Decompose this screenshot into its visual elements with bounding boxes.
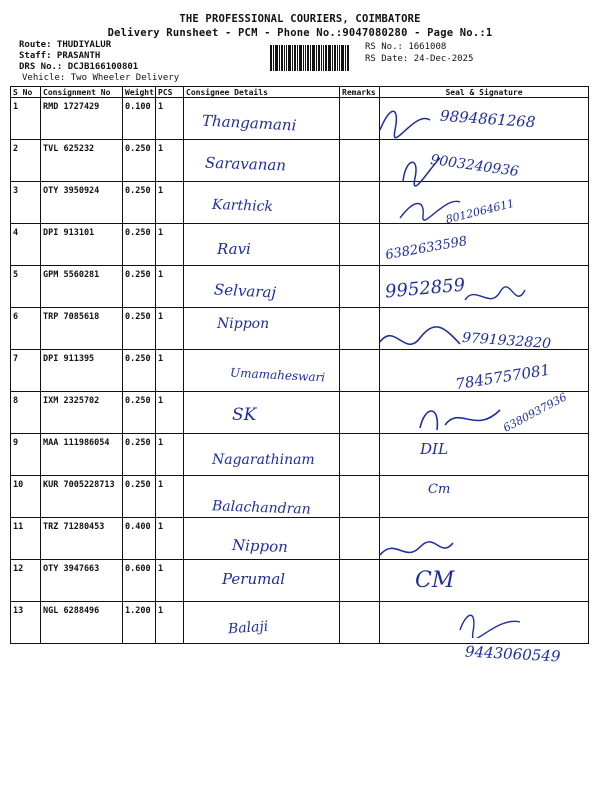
handwritten-signature-note: 9791932820 xyxy=(461,329,552,353)
signature-scribble xyxy=(395,150,445,190)
cell-pcs: 1 xyxy=(156,392,184,434)
drs-number: DRS No.: DCJB166100801 xyxy=(19,62,139,72)
cell-consignment: RMD 1727429 xyxy=(41,98,123,140)
cell-remarks xyxy=(340,224,380,266)
cell-weight: 0.250 xyxy=(123,224,156,266)
handwritten-signature-note: CM xyxy=(415,568,455,593)
cell-consignment: KUR 7005228713 xyxy=(41,476,123,518)
cell-consignment: DPI 913101 xyxy=(41,224,123,266)
cell-remarks xyxy=(340,308,380,350)
barcode xyxy=(270,45,358,71)
handwritten-consignee: Saravanan xyxy=(204,153,287,175)
handwritten-consignee: Thangamani xyxy=(201,111,297,135)
runsheet-subtitle: Delivery Runsheet - PCM - Phone No.:9047080280 - Page No.:1 xyxy=(107,27,493,39)
cell-sno: 12 xyxy=(11,560,41,602)
handwritten-signature-note: 6382633598 xyxy=(384,233,469,264)
cell-weight: 0.400 xyxy=(123,518,156,560)
handwritten-consignee: Balachandran xyxy=(211,498,311,518)
cell-consignment: OTY 3947663 xyxy=(41,560,123,602)
handwritten-signature-note: 9952859 xyxy=(384,274,466,303)
cell-sno: 4 xyxy=(11,224,41,266)
handwritten-signature-note: DIL xyxy=(420,440,448,458)
signature-scribble xyxy=(460,280,530,316)
table-header-row xyxy=(11,87,589,98)
cell-consignment: DPI 911395 xyxy=(41,350,123,392)
handwritten-consignee: Perumal xyxy=(222,570,286,588)
cell-weight: 0.600 xyxy=(123,560,156,602)
cell-weight: 0.250 xyxy=(123,140,156,182)
cell-sno: 8 xyxy=(11,392,41,434)
cell-sno: 2 xyxy=(11,140,41,182)
cell-consignment: OTY 3950924 xyxy=(41,182,123,224)
col-signature: Seal & Signature xyxy=(380,87,589,98)
cell-weight: 0.250 xyxy=(123,392,156,434)
handwritten-signature-note: Cm xyxy=(428,482,451,497)
cell-remarks xyxy=(340,518,380,560)
cell-consignment: NGL 6288496 xyxy=(41,602,123,644)
cell-pcs: 1 xyxy=(156,476,184,518)
cell-consignment: MAA 111986054 xyxy=(41,434,123,476)
cell-remarks xyxy=(340,266,380,308)
cell-remarks xyxy=(340,98,380,140)
handwritten-consignee: Ravi xyxy=(217,240,251,258)
cell-consignee xyxy=(184,392,340,434)
handwritten-consignee: Karthick xyxy=(211,196,274,216)
handwritten-signature-note: 7845757081 xyxy=(454,360,552,394)
cell-pcs: 1 xyxy=(156,308,184,350)
handwritten-signature-note: 9443060549 xyxy=(464,642,561,666)
cell-sno: 13 xyxy=(11,602,41,644)
table-row xyxy=(11,518,589,560)
company-title: THE PROFESSIONAL COURIERS, COIMBATORE xyxy=(179,13,421,25)
cell-pcs: 1 xyxy=(156,224,184,266)
cell-sno: 10 xyxy=(11,476,41,518)
handwritten-consignee: Selvaraj xyxy=(213,280,277,302)
handwritten-consignee: Balaji xyxy=(227,618,269,638)
cell-signature xyxy=(380,476,589,518)
cell-remarks xyxy=(340,350,380,392)
cell-pcs: 1 xyxy=(156,140,184,182)
signature-scribble xyxy=(375,100,435,142)
cell-pcs: 1 xyxy=(156,518,184,560)
cell-remarks xyxy=(340,140,380,182)
cell-sno: 11 xyxy=(11,518,41,560)
table-row xyxy=(11,560,589,602)
cell-sno: 5 xyxy=(11,266,41,308)
cell-pcs: 1 xyxy=(156,434,184,476)
cell-pcs: 1 xyxy=(156,98,184,140)
handwritten-consignee: SK xyxy=(232,405,257,425)
cell-pcs: 1 xyxy=(156,602,184,644)
cell-weight: 0.250 xyxy=(123,182,156,224)
signature-scribble xyxy=(415,400,505,440)
cell-sno: 7 xyxy=(11,350,41,392)
cell-sno: 6 xyxy=(11,308,41,350)
cell-signature xyxy=(380,560,589,602)
signature-scribble xyxy=(455,608,525,638)
cell-weight: 0.250 xyxy=(123,350,156,392)
cell-remarks xyxy=(340,602,380,644)
cell-consignment: TRZ 71280453 xyxy=(41,518,123,560)
cell-consignee xyxy=(184,224,340,266)
signature-scribble xyxy=(375,535,455,565)
staff-label: Staff: PRASANTH xyxy=(19,51,101,61)
table-row xyxy=(11,224,589,266)
handwritten-signature-note: 8012064611 xyxy=(444,196,516,227)
vehicle-label: Vehicle: Two Wheeler Delivery xyxy=(22,73,180,83)
handwritten-consignee: Nippon xyxy=(231,536,289,556)
cell-weight: 0.250 xyxy=(123,266,156,308)
signature-scribble xyxy=(395,190,465,226)
signature-scribble xyxy=(375,320,465,360)
cell-sno: 3 xyxy=(11,182,41,224)
col-weight: Weight xyxy=(123,87,156,98)
cell-weight: 0.100 xyxy=(123,98,156,140)
cell-sno: 1 xyxy=(11,98,41,140)
cell-pcs: 1 xyxy=(156,266,184,308)
cell-consignment: GPM 5560281 xyxy=(41,266,123,308)
rs-number: RS No.: 1661008 xyxy=(365,42,447,52)
route-label: Route: THUDIYALUR xyxy=(19,40,112,50)
col-consignment: Consignment No xyxy=(41,87,123,98)
cell-consignment: TRP 7085618 xyxy=(41,308,123,350)
handwritten-signature-note: 6380937936 xyxy=(501,390,569,435)
handwritten-signature-note: 9003240936 xyxy=(429,151,520,181)
cell-remarks xyxy=(340,392,380,434)
col-sno: S No xyxy=(11,87,41,98)
cell-pcs: 1 xyxy=(156,560,184,602)
handwritten-consignee: Nagarathinam xyxy=(212,452,315,468)
cell-consignment: TVL 625232 xyxy=(41,140,123,182)
handwritten-consignee: Umamaheswari xyxy=(229,365,326,385)
cell-weight: 0.250 xyxy=(123,308,156,350)
col-consignee: Consignee Details xyxy=(184,87,340,98)
rs-date: RS Date: 24-Dec-2025 xyxy=(365,54,474,64)
handwritten-signature-note: 9894861268 xyxy=(439,106,536,132)
cell-weight: 1.200 xyxy=(123,602,156,644)
cell-sno: 9 xyxy=(11,434,41,476)
cell-remarks xyxy=(340,182,380,224)
cell-weight: 0.250 xyxy=(123,434,156,476)
cell-pcs: 1 xyxy=(156,350,184,392)
cell-weight: 0.250 xyxy=(123,476,156,518)
col-remarks: Remarks xyxy=(340,87,380,98)
cell-pcs: 1 xyxy=(156,182,184,224)
cell-remarks xyxy=(340,560,380,602)
cell-remarks xyxy=(340,476,380,518)
handwritten-consignee: Nippon xyxy=(217,316,270,332)
cell-remarks xyxy=(340,434,380,476)
cell-consignment: IXM 2325702 xyxy=(41,392,123,434)
col-pcs: PCS xyxy=(156,87,184,98)
